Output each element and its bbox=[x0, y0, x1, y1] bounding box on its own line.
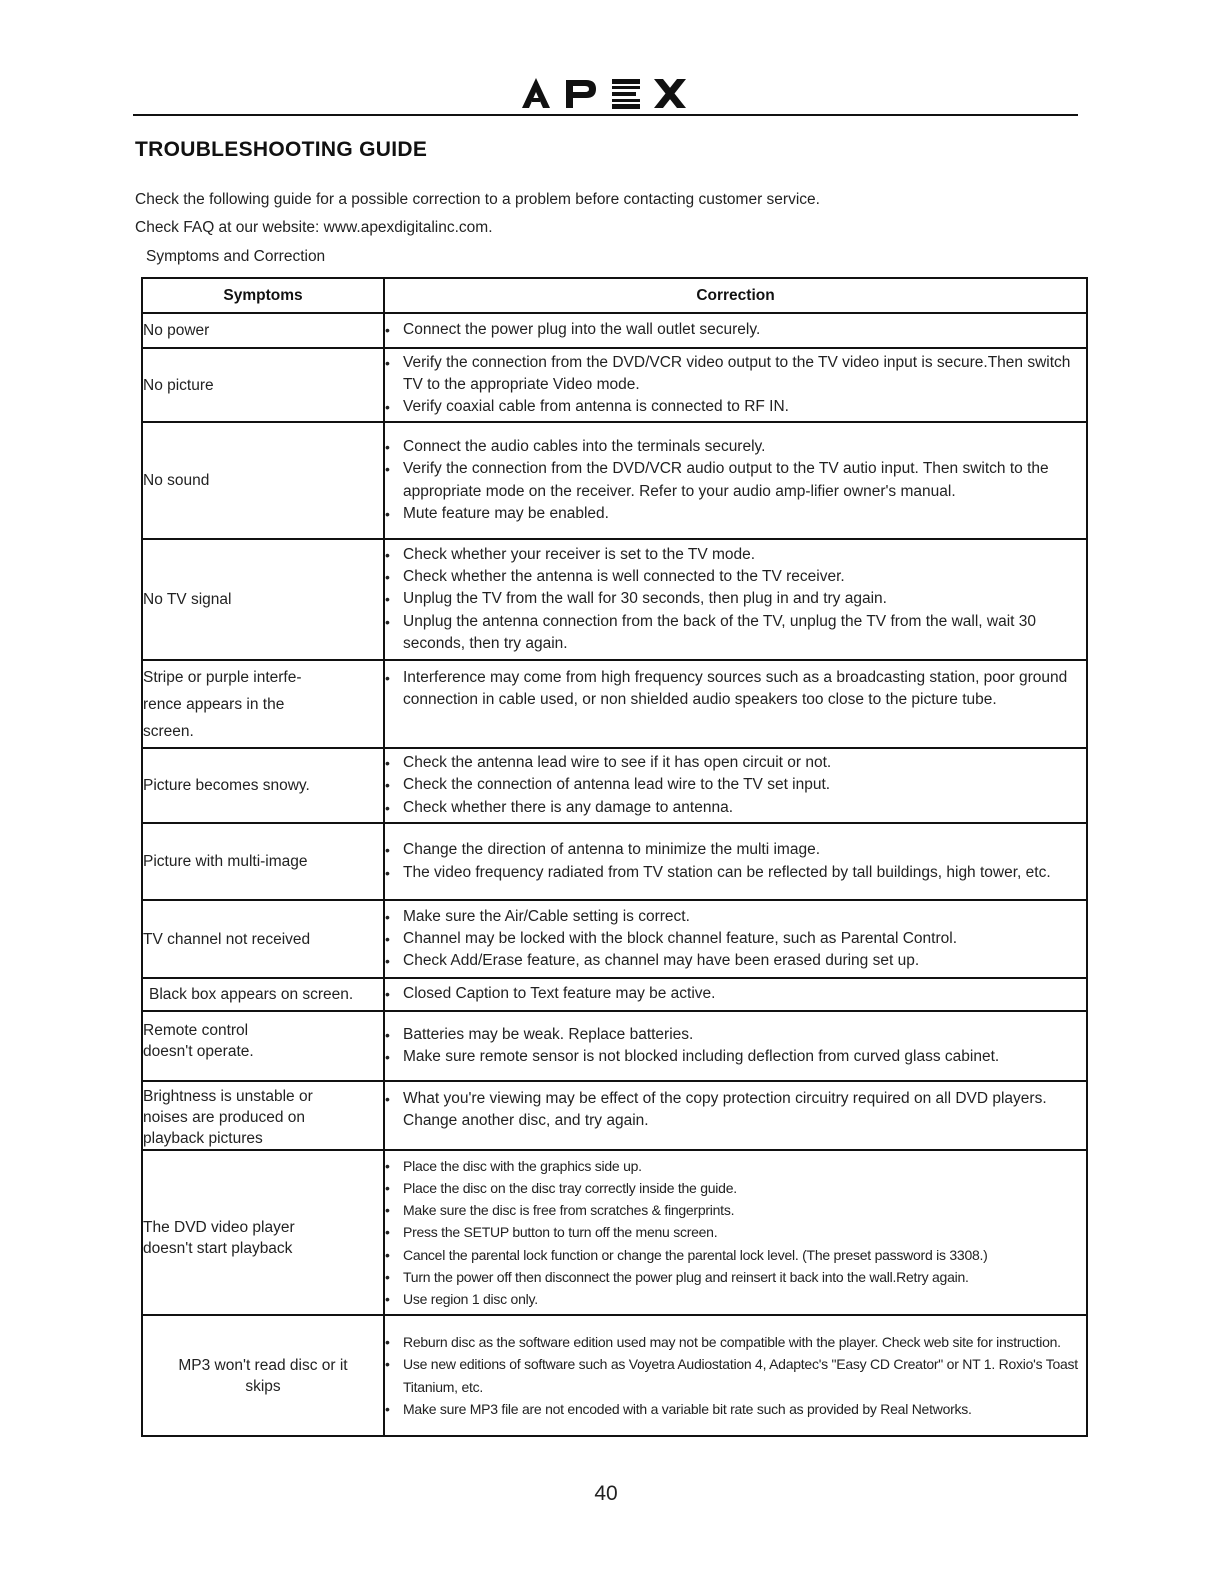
symptom-cell: Picture becomes snowy. bbox=[142, 748, 384, 823]
correction-cell bbox=[384, 1150, 1087, 1315]
table-row bbox=[142, 313, 1087, 348]
table-row bbox=[142, 348, 1087, 422]
correction-cell bbox=[384, 1011, 1087, 1081]
correction-item: • Verify the connection from the DVD/VCR audio output to the TV autio input. Then switch to the appropriate mode on the receiver. Refer to your audio amp-lifier owner's manual. bbox=[385, 458, 1086, 503]
correction-item: • Connect the audio cables into the terminals securely. bbox=[385, 436, 1086, 458]
correction-item: • Place the disc on the disc tray correctly inside the guide. bbox=[385, 1177, 1086, 1199]
table-row bbox=[142, 978, 1087, 1011]
table-row bbox=[142, 748, 1087, 823]
table-row bbox=[142, 422, 1087, 539]
correction-item: • Unplug the antenna connection from the back of the TV, unplug the TV from the wall, wait 30 seconds, then try again. bbox=[385, 611, 1086, 656]
symptoms-header: Symptoms bbox=[142, 278, 384, 313]
correction-item: • Interference may come from high frequency sources such as a broadcasting station, poor ground connection in cable used, or non shielded audio speakers too close to the picture tube. bbox=[385, 667, 1086, 712]
correction-item: • Closed Caption to Text feature may be active. bbox=[385, 983, 1086, 1005]
correction-item: • Use new editions of software such as Voyetra Audiostation 4, Adaptec's "Easy CD Creator" or NT 1. Roxio's Toast Titanium, etc. bbox=[385, 1353, 1086, 1397]
symptom-text: Remote control doesn't operate. bbox=[143, 1022, 254, 1060]
table-row bbox=[142, 660, 1087, 748]
correction-item: • Check whether there is any damage to antenna. bbox=[385, 797, 1086, 819]
table-row bbox=[142, 1011, 1087, 1081]
correction-item: • Check the connection of antenna lead wire to the TV set input. bbox=[385, 774, 1086, 796]
symptom-cell bbox=[142, 1081, 384, 1150]
correction-item: • Make sure the disc is free from scratches & fingerprints. bbox=[385, 1199, 1086, 1221]
correction-cell bbox=[384, 348, 1087, 422]
table-caption: Symptoms and Correction bbox=[146, 248, 326, 265]
website-text: Check FAQ at our website: www.apexdigitalinc.com. bbox=[135, 219, 493, 236]
correction-item: • Mute feature may be enabled. bbox=[385, 503, 1086, 525]
symptom-cell: TV channel not received bbox=[142, 900, 384, 978]
correction-item: • Check Add/Erase feature, as channel may have been erased during set up. bbox=[385, 950, 1086, 972]
correction-item: • Make sure the Air/Cable setting is correct. bbox=[385, 906, 1086, 928]
symptom-cell: No TV signal bbox=[142, 539, 384, 660]
table-row bbox=[142, 900, 1087, 978]
correction-item: • Make sure MP3 file are not encoded with a variable bit rate such as provided by Real Networks. bbox=[385, 1398, 1086, 1420]
symptom-cell: No picture bbox=[142, 348, 384, 422]
correction-cell bbox=[384, 660, 1087, 748]
correction-item: • Change the direction of antenna to minimize the multi image. bbox=[385, 839, 1086, 861]
symptom-cell bbox=[142, 1315, 384, 1436]
correction-item: • Make sure remote sensor is not blocked including deflection from curved glass cabinet. bbox=[385, 1046, 1086, 1068]
table-header-row bbox=[142, 278, 1087, 313]
correction-cell bbox=[384, 313, 1087, 348]
correction-item: • Use region 1 disc only. bbox=[385, 1288, 1086, 1310]
correction-item: • The video frequency radiated from TV station can be reflected by tall buildings, high tower, etc. bbox=[385, 862, 1086, 884]
correction-item: • Verify coaxial cable from antenna is connected to RF IN. bbox=[385, 396, 1086, 418]
symptom-cell: Picture with multi-image bbox=[142, 823, 384, 900]
correction-item: • Unplug the TV from the wall for 30 seconds, then plug in and try again. bbox=[385, 588, 1086, 610]
symptom-cell: No sound bbox=[142, 422, 384, 539]
correction-item: • Check whether your receiver is set to the TV mode. bbox=[385, 544, 1086, 566]
symptom-text: MP3 won't read disc or it skips bbox=[178, 1356, 348, 1395]
symptom-cell bbox=[142, 1150, 384, 1315]
correction-item: • Connect the power plug into the wall outlet securely. bbox=[385, 319, 1086, 341]
symptom-text: Stripe or purple interfe-rence appears in the screen. bbox=[143, 668, 302, 740]
page-number: 40 bbox=[594, 1482, 618, 1505]
correction-item: • Place the disc with the graphics side up. bbox=[385, 1155, 1086, 1177]
table-row bbox=[142, 539, 1087, 660]
correction-cell bbox=[384, 900, 1087, 978]
apex-logo bbox=[520, 76, 690, 110]
table-row bbox=[142, 1315, 1087, 1436]
correction-cell bbox=[384, 539, 1087, 660]
correction-cell bbox=[384, 1315, 1087, 1436]
correction-cell bbox=[384, 422, 1087, 539]
correction-cell bbox=[384, 823, 1087, 900]
table-row bbox=[142, 1081, 1087, 1150]
correction-item: • Press the SETUP button to turn off the menu screen. bbox=[385, 1221, 1086, 1243]
correction-item: • Check the antenna lead wire to see if it has open circuit or not. bbox=[385, 752, 1086, 774]
correction-item: • Reburn disc as the software edition used may not be compatible with the player. Check web site for instruction. bbox=[385, 1331, 1086, 1353]
correction-item: • Channel may be locked with the block channel feature, such as Parental Control. bbox=[385, 928, 1086, 950]
correction-item: • Turn the power off then disconnect the power plug and reinsert it back into the wall.Retry again. bbox=[385, 1266, 1086, 1288]
header-rule bbox=[133, 114, 1078, 116]
symptom-text: The DVD video player doesn't start playback bbox=[143, 1218, 295, 1257]
correction-item: • Verify the connection from the DVD/VCR video output to the TV video input is secure.Then switch TV to the appropriate Video mode. bbox=[385, 352, 1086, 397]
intro-text: Check the following guide for a possible correction to a problem before contacting customer service. bbox=[135, 191, 820, 208]
troubleshooting-table bbox=[141, 277, 1088, 1437]
symptom-cell bbox=[142, 1011, 384, 1081]
correction-cell bbox=[384, 1081, 1087, 1150]
table-row bbox=[142, 1150, 1087, 1315]
page-title: TROUBLESHOOTING GUIDE bbox=[135, 138, 428, 161]
symptom-cell bbox=[142, 660, 384, 748]
correction-item: • Batteries may be weak. Replace batteries. bbox=[385, 1024, 1086, 1046]
symptom-cell: Black box appears on screen. bbox=[142, 978, 384, 1011]
correction-cell bbox=[384, 978, 1087, 1011]
table-row bbox=[142, 823, 1087, 900]
correction-header: Correction bbox=[384, 278, 1087, 313]
correction-item: • Check whether the antenna is well connected to the TV receiver. bbox=[385, 566, 1086, 588]
correction-cell bbox=[384, 748, 1087, 823]
correction-item: • What you're viewing may be effect of the copy protection circuitry required on all DVD players. Change another disc, and try again. bbox=[385, 1088, 1086, 1133]
correction-item: • Cancel the parental lock function or change the parental lock level. (The preset password is 3308.) bbox=[385, 1244, 1086, 1266]
symptom-cell: No power bbox=[142, 313, 384, 348]
symptom-text: Brightness is unstable or noises are produced on playback pictures bbox=[143, 1088, 313, 1147]
